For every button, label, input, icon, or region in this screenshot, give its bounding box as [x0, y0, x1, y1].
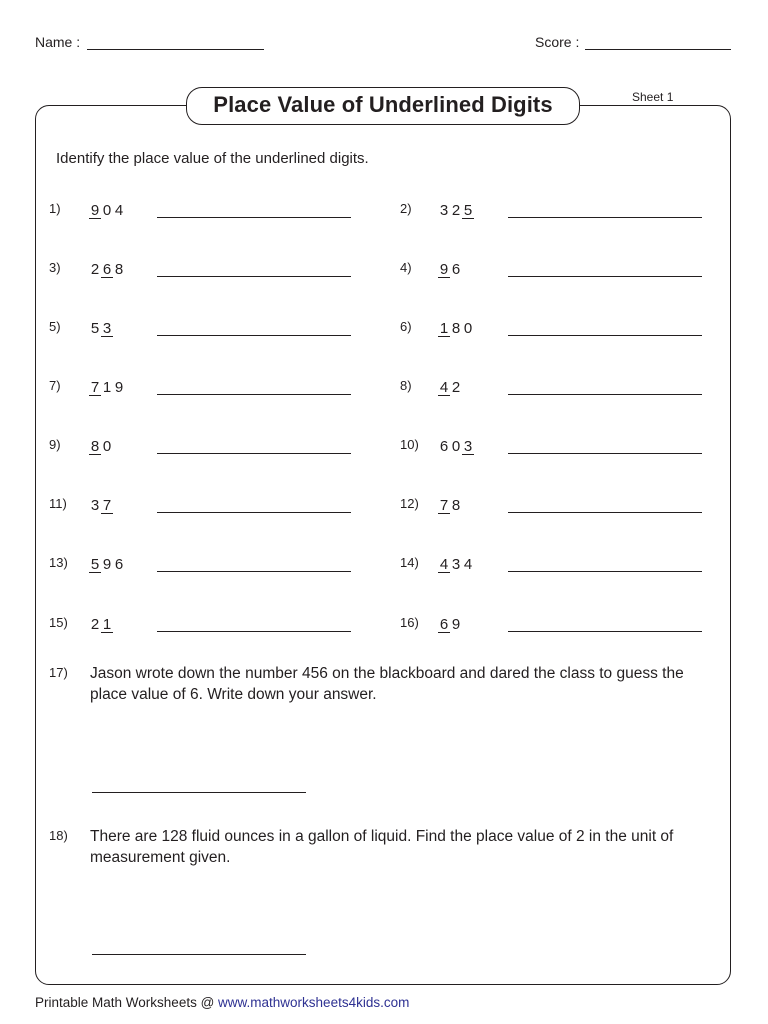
- digit: 4: [463, 556, 473, 573]
- digit: 3: [451, 556, 461, 573]
- digit: 6: [114, 556, 124, 573]
- problem-digits: [89, 261, 125, 278]
- problem-digits: [89, 320, 113, 337]
- digit: 1: [102, 379, 112, 396]
- problem-digits: [438, 320, 474, 337]
- name-field-line[interactable]: [87, 49, 264, 50]
- answer-line[interactable]: [157, 631, 351, 632]
- problem-number: 8): [400, 378, 412, 393]
- digit: 0: [451, 438, 461, 455]
- digit: 0: [463, 320, 473, 337]
- problem-number: 6): [400, 319, 412, 334]
- digit: 9: [102, 556, 112, 573]
- problem-digits: [438, 438, 474, 455]
- underlined-digit: 3: [463, 438, 473, 455]
- underlined-digit: 5: [463, 202, 473, 219]
- digit: 0: [102, 202, 112, 219]
- digit: 6: [451, 261, 461, 278]
- digit: 3: [90, 497, 100, 514]
- word-problem-17-text: Jason wrote down the number 456 on the blackboard and dared the class to guess the place value of 6. Write down your answer.: [90, 665, 684, 703]
- problem-digits: [438, 202, 474, 219]
- problem-digits: [438, 556, 474, 573]
- problem-number: 14): [400, 555, 419, 570]
- problem-number: 7): [49, 378, 61, 393]
- digit: 6: [439, 438, 449, 455]
- word-problem-18-number: 18): [49, 828, 68, 843]
- word-problem-18-text: There are 128 fluid ounces in a gallon of liquid. Find the place value of 2 in the unit of measurement given.: [90, 828, 674, 866]
- problem-number: 13): [49, 555, 68, 570]
- digit: 8: [451, 320, 461, 337]
- answer-line[interactable]: [508, 631, 702, 632]
- problem-number: 12): [400, 496, 419, 511]
- digit: 9: [451, 616, 461, 633]
- instructions: Identify the place value of the underlined digits.: [56, 150, 369, 167]
- problem-digits: [89, 438, 113, 455]
- underlined-digit: 8: [90, 438, 100, 455]
- score-field-line[interactable]: [585, 49, 731, 50]
- digit: 2: [90, 261, 100, 278]
- underlined-digit: 6: [439, 616, 449, 633]
- underlined-digit: 1: [439, 320, 449, 337]
- problem-number: 11): [49, 496, 67, 511]
- problem-number: 2): [400, 201, 412, 216]
- digit: 5: [90, 320, 100, 337]
- name-label: Name :: [35, 34, 81, 50]
- answer-line[interactable]: [157, 335, 351, 336]
- underlined-digit: 9: [90, 202, 100, 219]
- word-problem-17-answer-line[interactable]: [92, 792, 306, 793]
- answer-line[interactable]: [508, 571, 702, 572]
- digit: 0: [102, 438, 112, 455]
- score-label: Score :: [535, 34, 580, 50]
- problem-digits: [438, 616, 462, 633]
- answer-line[interactable]: [157, 276, 351, 277]
- digit: 3: [439, 202, 449, 219]
- answer-line[interactable]: [157, 394, 351, 395]
- problem-number: 4): [400, 260, 412, 275]
- digit: 2: [90, 616, 100, 633]
- problem-digits: [438, 379, 462, 396]
- answer-line[interactable]: [157, 453, 351, 454]
- answer-line[interactable]: [157, 512, 351, 513]
- digit: 8: [451, 497, 461, 514]
- underlined-digit: 1: [102, 616, 112, 633]
- answer-line[interactable]: [157, 217, 351, 218]
- problem-digits: [438, 261, 462, 278]
- footer-prefix: Printable Math Worksheets @: [35, 995, 219, 1010]
- sheet-label: Sheet 1: [632, 90, 674, 104]
- underlined-digit: 6: [102, 261, 112, 278]
- underlined-digit: 9: [439, 261, 449, 278]
- underlined-digit: 4: [439, 556, 449, 573]
- digit: 2: [451, 379, 461, 396]
- answer-line[interactable]: [508, 453, 702, 454]
- problem-number: 16): [400, 615, 419, 630]
- underlined-digit: 3: [102, 320, 112, 337]
- answer-line[interactable]: [508, 512, 702, 513]
- answer-line[interactable]: [508, 394, 702, 395]
- problem-number: 5): [49, 319, 61, 334]
- problem-number: 10): [400, 437, 419, 452]
- underlined-digit: 7: [102, 497, 112, 514]
- digit: 2: [451, 202, 461, 219]
- problem-number: 15): [49, 615, 68, 630]
- underlined-digit: 4: [439, 379, 449, 396]
- underlined-digit: 7: [90, 379, 100, 396]
- problem-digits: [438, 497, 462, 514]
- problem-digits: [89, 202, 125, 219]
- digit: 8: [114, 261, 124, 278]
- answer-line[interactable]: [508, 276, 702, 277]
- problem-digits: [89, 497, 113, 514]
- word-problem-17-number: 17): [49, 665, 68, 680]
- problem-number: 9): [49, 437, 61, 452]
- worksheet-title: Place Value of Underlined Digits: [186, 87, 580, 125]
- footer-link[interactable]: www.mathworksheets4kids.com: [218, 995, 410, 1010]
- problem-digits: [89, 616, 113, 633]
- problem-number: 1): [49, 201, 61, 216]
- digit: 4: [114, 202, 124, 219]
- answer-line[interactable]: [508, 335, 702, 336]
- answer-line[interactable]: [508, 217, 702, 218]
- underlined-digit: 7: [439, 497, 449, 514]
- word-problem-18-answer-line[interactable]: [92, 954, 306, 955]
- footer: [35, 995, 409, 1010]
- problem-digits: [89, 556, 125, 573]
- answer-line[interactable]: [157, 571, 351, 572]
- problem-number: 3): [49, 260, 61, 275]
- underlined-digit: 5: [90, 556, 100, 573]
- problem-digits: [89, 379, 125, 396]
- digit: 9: [114, 379, 124, 396]
